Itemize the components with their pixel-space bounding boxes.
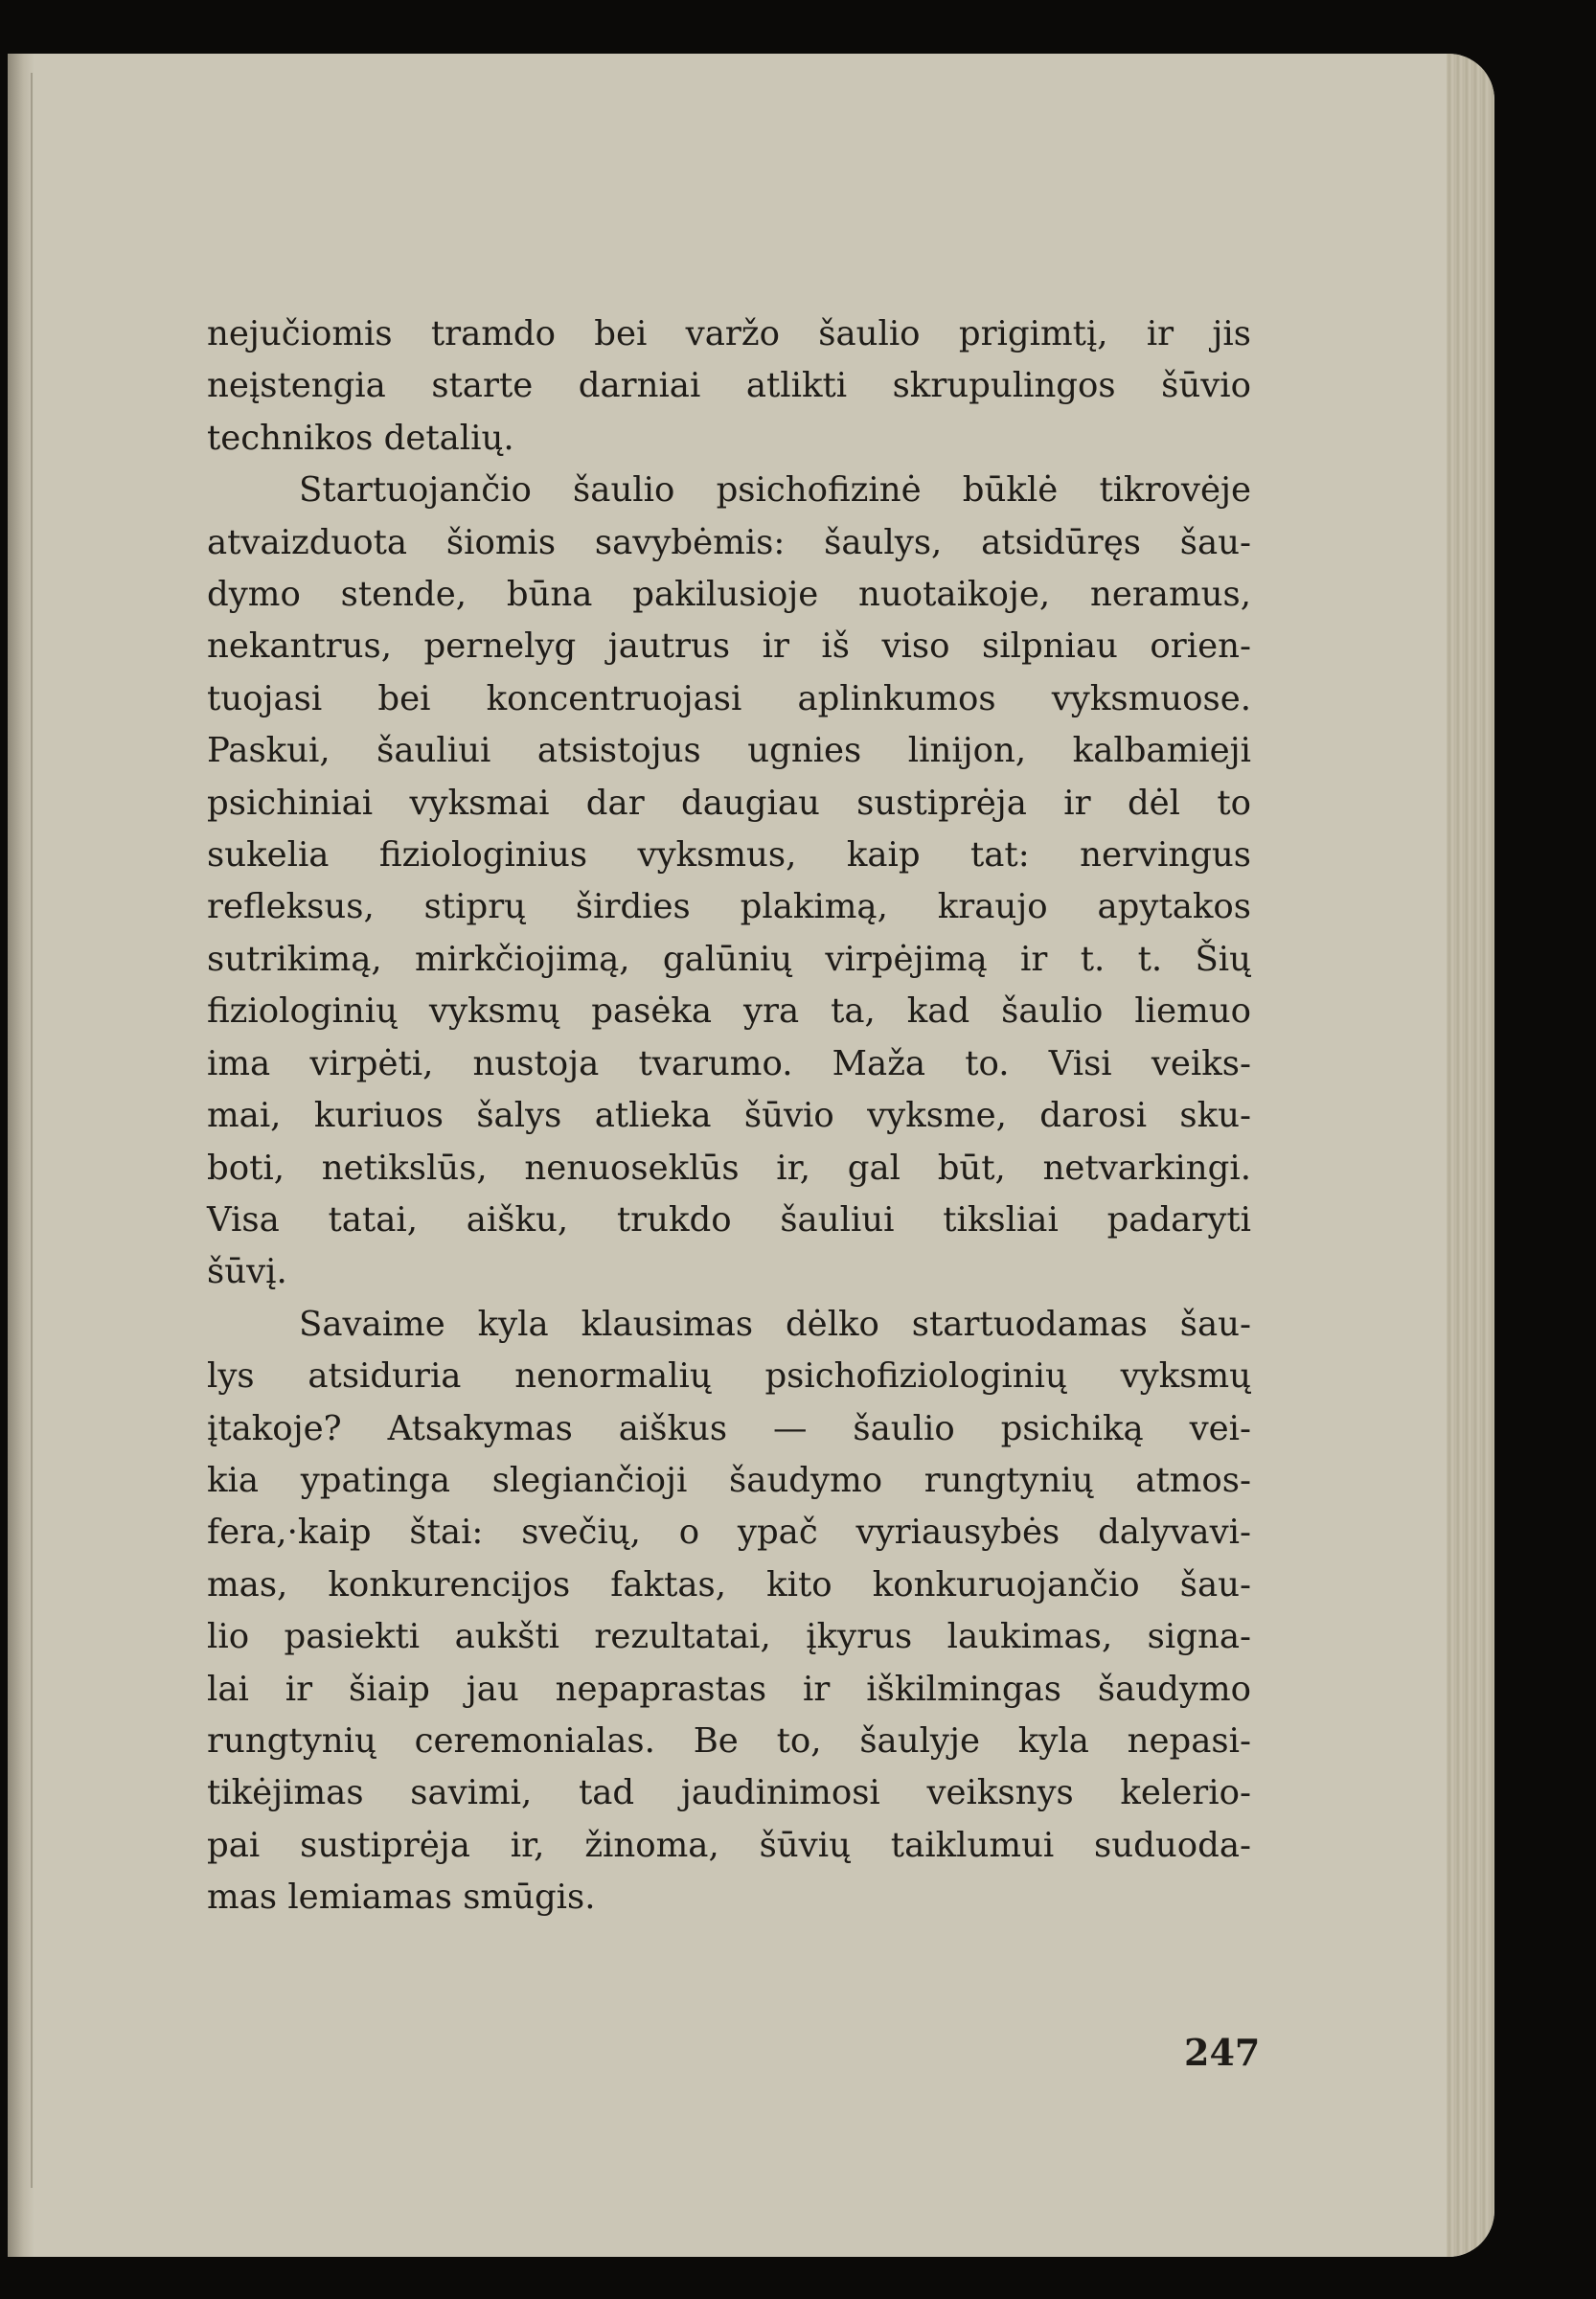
text-line: Savaime kyla klausimas dėlko startuodamas šau-	[299, 1304, 1251, 1344]
text-line: lio pasiekti aukšti rezultatai, įkyrus laukimas, signa-	[207, 1617, 1251, 1657]
paragraph	[207, 1299, 1251, 1924]
body-text	[207, 308, 1251, 1924]
text-line: Visa tatai, aišku, trukdo šauliui tiksliai padaryti	[207, 1199, 1251, 1240]
page-number: 247	[1184, 2031, 1261, 2074]
text-line: lys atsiduria nenormalių psichofiziologinių vyksmų	[207, 1356, 1251, 1397]
text-line: mai, kuriuos šalys atlieka šūvio vyksme, darosi sku-	[207, 1096, 1251, 1136]
text-line: mas lemiamas smūgis.	[207, 1878, 596, 1918]
text-line: atvaizduota šiomis savybėmis: šaulys, atsidūręs šau-	[207, 522, 1251, 562]
text-line: rungtynių ceremonialas. Be to, šaulyje kyla nepasi-	[207, 1720, 1251, 1761]
text-line: įtakoje? Atsakymas aiškus — šaulio psichiką vei-	[207, 1408, 1251, 1448]
text-line: Paskui, šauliui atsistojus ugnies linijon, kalbamieji	[207, 731, 1251, 771]
text-line: fiziologinių vyksmų pasėka yra ta, kad šaulio liemuo	[207, 991, 1251, 1032]
text-line: šūvį.	[207, 1252, 287, 1292]
text-line: neįstengia starte darniai atlikti skrupulingos šūvio	[207, 366, 1251, 406]
text-line: nekantrus, pernelyg jautrus ir iš viso silpniau orien-	[207, 626, 1251, 667]
text-line: kia ypatinga slegiančioji šaudymo rungtynių atmos-	[207, 1460, 1251, 1500]
text-line: ima virpėti, nustoja tvarumo. Maža to. Visi veiks-	[207, 1043, 1251, 1083]
page-edges	[1447, 54, 1494, 2257]
text-line: nejučiomis tramdo bei varžo šaulio prigimtį, ir jis	[207, 314, 1251, 353]
text-line: fera,·kaip štai: svečių, o ypač vyriausybės dalyvavi-	[207, 1513, 1251, 1553]
spine-fold-line	[31, 73, 33, 2188]
text-line: tuojasi bei koncentruojasi aplinkumos vyksmuose.	[207, 678, 1251, 718]
text-line: dymo stende, būna pakilusioje nuotaikoje, neramus,	[207, 575, 1251, 615]
text-line: psichiniai vyksmai dar daugiau sustiprėja ir dėl to	[207, 783, 1251, 823]
paragraph	[207, 465, 1251, 1299]
text-line: refleksus, stiprų širdies plakimą, kraujo apytakos	[207, 887, 1251, 927]
text-line: tikėjimas savimi, tad jaudinimosi veiksnys kelerio-	[207, 1773, 1251, 1813]
text-line: Startuojančio šaulio psichofizinė būklė tikrovėje	[299, 470, 1251, 511]
text-line: pai sustiprėja ir, žinoma, šūvių taiklumui suduoda-	[207, 1825, 1251, 1865]
paragraph	[207, 308, 1251, 465]
text-line: technikos detalių.	[207, 418, 514, 458]
text-line: sutrikimą, mirkčiojimą, galūnių virpėjimą ir t. t. Šių	[207, 939, 1251, 979]
text-line: sukelia fiziologinius vyksmus, kaip tat: nervingus	[207, 835, 1251, 876]
text-line: boti, netikslūs, nenuoseklūs ir, gal būt, netvarkingi.	[207, 1148, 1251, 1188]
text-line: mas, konkurencijos faktas, kito konkuruojančio šau-	[207, 1564, 1251, 1605]
text-line: lai ir šiaip jau nepaprastas ir iškilmingas šaudymo	[207, 1669, 1251, 1709]
